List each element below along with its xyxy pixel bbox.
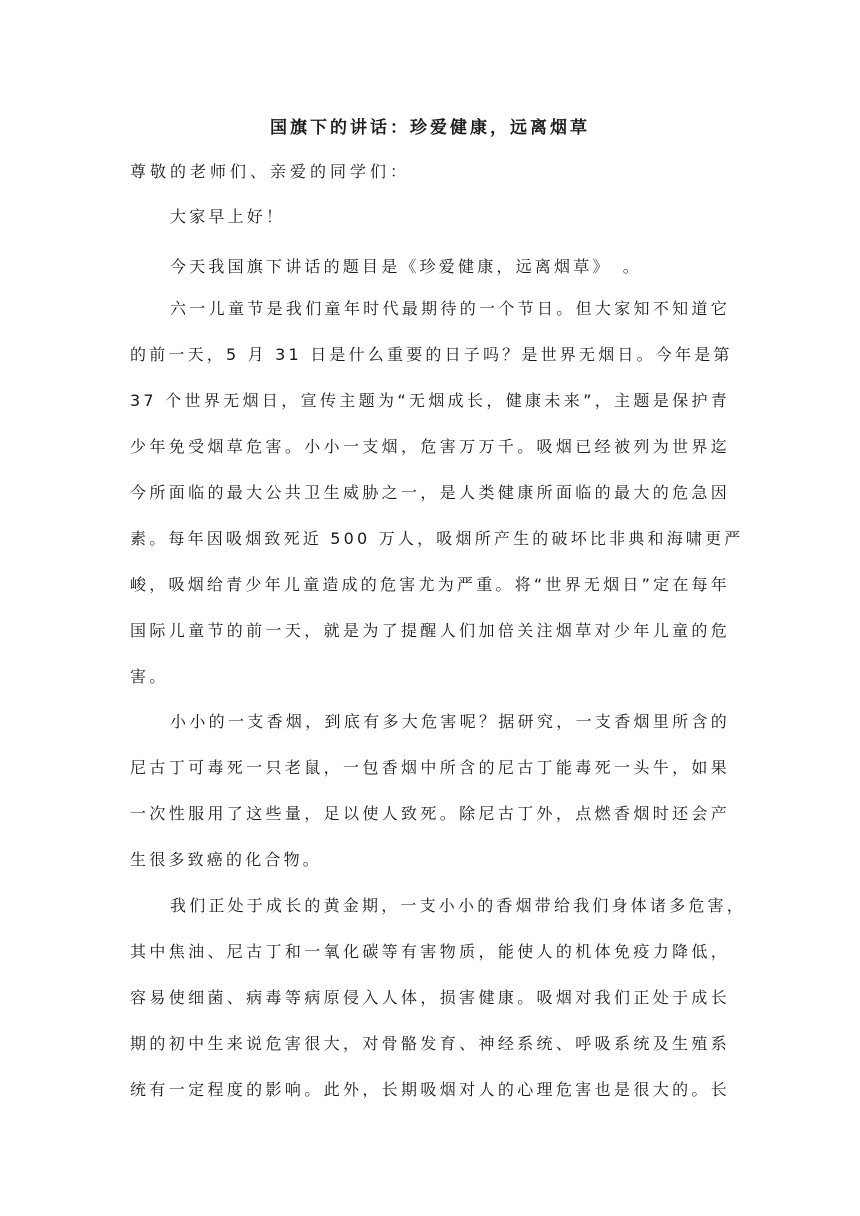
paragraph-line: 尼古丁可毒死一只老鼠，一包香烟中所含的尼古丁能毒死一头牛，如果 [130,758,730,777]
paragraph-line: 一次性服用了这些量，足以使人致死。除尼古丁外，点燃香烟时还会产 [130,804,730,823]
paragraph-line: 的前一天，5 月 31 日是什么重要的日子吗？是世界无烟日。今年是第 [130,345,733,364]
paragraph-line: 统有一定程度的影响。此外，长期吸烟对人的心理危害也是很大的。长 [130,1080,730,1099]
paragraph-line: 大家早上好！ [170,207,286,226]
paragraph-line: 六一儿童节是我们童年时代最期待的一个节日。但大家知不知道它 [170,299,730,318]
paragraph-line: 其中焦油、尼古丁和一氧化碳等有害物质，能使人的机体免疫力降低， [130,942,730,961]
paragraph-line: 素。每年因吸烟致死近 500 万人，吸烟所产生的破坏比非典和海啸更严 [130,529,744,548]
salutation: 尊敬的老师们、亲爱的同学们： [130,162,411,181]
paragraph-line: 今天我国旗下讲话的题目是《珍爱健康，远离烟草》 。 [170,257,643,276]
paragraph-line: 37 个世界无烟日，宣传主题为“无烟成长，健康未来”，主题是保护青 [130,391,730,410]
paragraph-line: 国际儿童节的前一天，就是为了提醒人们加倍关注烟草对少年儿童的危 [130,621,730,640]
paragraph-line: 期的初中生来说危害很大，对骨骼发育、神经系统、呼吸系统及生殖系 [130,1034,730,1053]
paragraph-line: 害。 [130,667,169,686]
paragraph-line: 生很多致癌的化合物。 [130,850,323,869]
paragraph-line: 少年免受烟草危害。小小一支烟，危害万万千。吸烟已经被列为世界迄 [130,437,730,456]
document-title: 国旗下的讲话：珍爱健康，远离烟草 [270,118,590,138]
paragraph-line: 峻，吸烟给青少年儿童造成的危害尤为严重。将“世界无烟日”定在每年 [130,575,730,594]
paragraph-line: 容易使细菌、病毒等病原侵入人体，损害健康。吸烟对我们正处于成长 [130,988,730,1007]
paragraph-line: 今所面临的最大公共卫生威胁之一，是人类健康所面临的最大的危急因 [130,483,730,502]
paragraph-line: 我们正处于成长的黄金期，一支小小的香烟带给我们身体诸多危害， [170,896,747,915]
paragraph-line: 小小的一支香烟，到底有多大危害呢？据研究，一支香烟里所含的 [170,712,730,731]
